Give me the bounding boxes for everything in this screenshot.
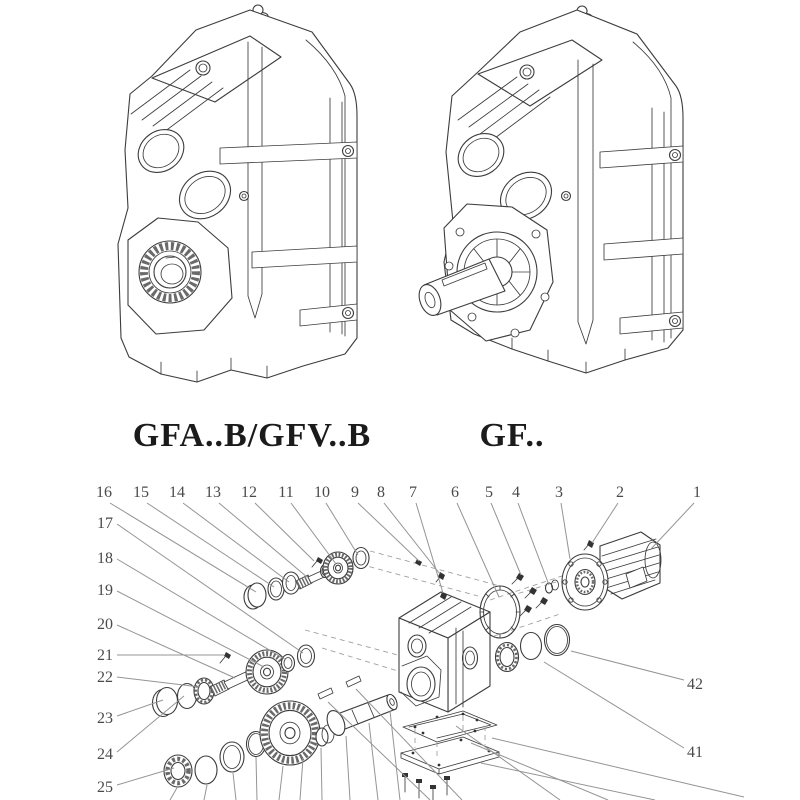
callout-number-17: 17: [97, 515, 113, 532]
leader-line-12: [255, 503, 314, 561]
callout-number-25: 25: [97, 779, 113, 796]
callout-number-41: 41: [687, 744, 703, 761]
leader-line-10: [326, 503, 358, 555]
leader-line-22: [117, 677, 200, 687]
callout-number-16: 16: [96, 484, 112, 501]
output-ball-bearing: [164, 755, 192, 787]
cutoff-leader-line-1: [204, 785, 207, 800]
leader-line-1: [651, 503, 694, 549]
leader-line-42: [571, 651, 684, 680]
leader-line-3: [561, 503, 570, 559]
leader-line-5: [491, 503, 521, 575]
callout-number-21: 21: [97, 647, 113, 664]
callout-number-4: 4: [512, 484, 520, 501]
output-shaft-exploded: [324, 693, 399, 738]
callout-number-9: 9: [351, 484, 359, 501]
output-gear: [260, 701, 320, 765]
callout-number-18: 18: [97, 550, 113, 567]
callout-number-10: 10: [314, 484, 330, 501]
input-gear-train: [244, 548, 369, 610]
leader-line-20: [117, 625, 235, 678]
cutoff-leader-line-8: [369, 723, 378, 800]
leader-line-6: [457, 503, 499, 597]
model-label-left: GFA..B/GFV..B: [132, 417, 372, 454]
callout-number-20: 20: [97, 616, 113, 633]
leader-line-4: [518, 503, 549, 585]
cutoff-leader-line-5: [300, 758, 303, 800]
callout-number-11: 11: [278, 484, 294, 501]
callout-number-19: 19: [97, 582, 113, 599]
shaft-key: [346, 676, 361, 687]
callout-number-23: 23: [97, 710, 113, 727]
leader-line-11: [291, 503, 336, 564]
gearbox-drawing-gfab: [118, 5, 357, 382]
cutoff-leader-line-7: [346, 736, 350, 800]
callout-number-7: 7: [409, 484, 417, 501]
callout-number-14: 14: [169, 484, 185, 501]
intermediate-gear: [246, 650, 288, 694]
gearbox-drawing-gf: [415, 6, 683, 373]
callout-number-22: 22: [97, 669, 113, 686]
callout-number-3: 3: [555, 484, 563, 501]
cutoff-leader-line-9: [390, 711, 400, 800]
callout-number-42: 42: [687, 676, 703, 693]
callout-number-12: 12: [241, 484, 257, 501]
callout-number-1: 1: [693, 484, 701, 501]
cutoff-leader-line-3: [256, 757, 257, 800]
cutoff-leader-line-13: [471, 743, 608, 800]
leader-line-14: [183, 503, 289, 582]
cutoff-leader-line-12: [456, 726, 560, 800]
cutoff-leader-line-15: [481, 763, 655, 800]
leader-line-15: [147, 503, 274, 587]
input-gear: [323, 552, 353, 584]
callout-number-8: 8: [377, 484, 385, 501]
callout-number-6: 6: [451, 484, 459, 501]
shaft-key: [318, 688, 333, 699]
cutoff-leader-line-4: [279, 766, 283, 800]
callout-number-2: 2: [616, 484, 624, 501]
leader-line-8: [384, 503, 440, 574]
gear-housing: [399, 559, 490, 712]
callout-number-24: 24: [97, 746, 113, 763]
leader-line-18: [117, 559, 286, 660]
callout-number-15: 15: [133, 484, 149, 501]
exploded-parts-diagram: [96, 484, 744, 800]
callout-number-13: 13: [205, 484, 221, 501]
cutoff-leader-line-0: [170, 786, 178, 800]
cutoff-leader-line-6: [321, 748, 322, 800]
cutoff-leader-line-2: [233, 773, 236, 800]
motor-assembly: [562, 532, 661, 610]
callout-number-5: 5: [485, 484, 493, 501]
model-label-right: GF..: [479, 417, 545, 454]
leader-line-2: [592, 503, 618, 543]
